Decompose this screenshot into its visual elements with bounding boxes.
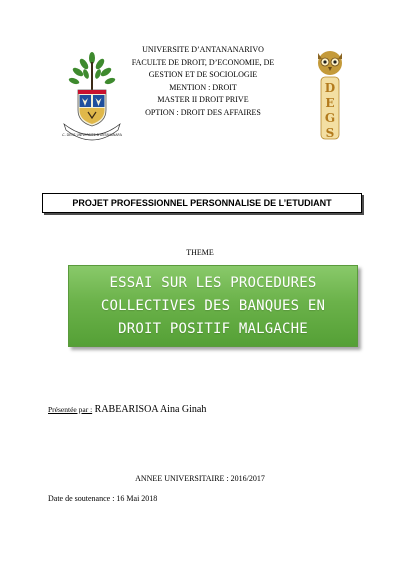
header-line-faculty: FACULTE DE DROIT, D’ECONOMIE, DE [131, 57, 275, 67]
theme-label: THEME [186, 248, 214, 257]
thesis-title-box [68, 265, 358, 347]
degs-letter-g: G [324, 111, 336, 125]
seal-ribbon-text: FAC. DEGS UNIVERSITE D'ANTANANARIVO [62, 133, 122, 137]
header-line-mention: MENTION : DROIT [169, 82, 237, 92]
presented-by-label: Présentée par : [48, 405, 93, 414]
degs-letter-s: S [325, 126, 335, 140]
header-line-option: OPTION : DROIT DES AFFAIRES [145, 107, 261, 117]
author-name: RABEARISOA Aina Ginah [92, 404, 207, 415]
project-title: PROJET PROFESSIONNEL PERSONNALISE DE L’ETUDIANT [72, 198, 332, 208]
defense-date: Date de soutenance : 16 Mai 2018 [48, 494, 158, 503]
header-line-master: MASTER II DROIT PRIVE [157, 95, 249, 105]
degs-logo [308, 47, 352, 143]
project-banner [42, 193, 362, 213]
thesis-title-line-3: DROIT POSITIF MALGACHE [118, 320, 308, 337]
thesis-title-line-2: COLLECTIVES DES BANQUES EN [100, 297, 326, 314]
institution-header [128, 44, 278, 120]
degs-letter-e: E [325, 96, 335, 110]
university-seal-logo [62, 50, 122, 142]
header-line-university: UNIVERSITE D’ANTANANARIVO [142, 45, 264, 54]
presented-by [48, 404, 206, 415]
header-line-faculty-cont: GESTION ET DE SOCIOLOGIE [148, 70, 258, 80]
thesis-title-line-1: ESSAI SUR LES PROCEDURES [109, 274, 317, 291]
academic-year: ANNEE UNIVERSITAIRE : 2016/2017 [135, 474, 265, 483]
thesis-title [101, 272, 325, 341]
degs-letter-d: D [324, 81, 336, 95]
